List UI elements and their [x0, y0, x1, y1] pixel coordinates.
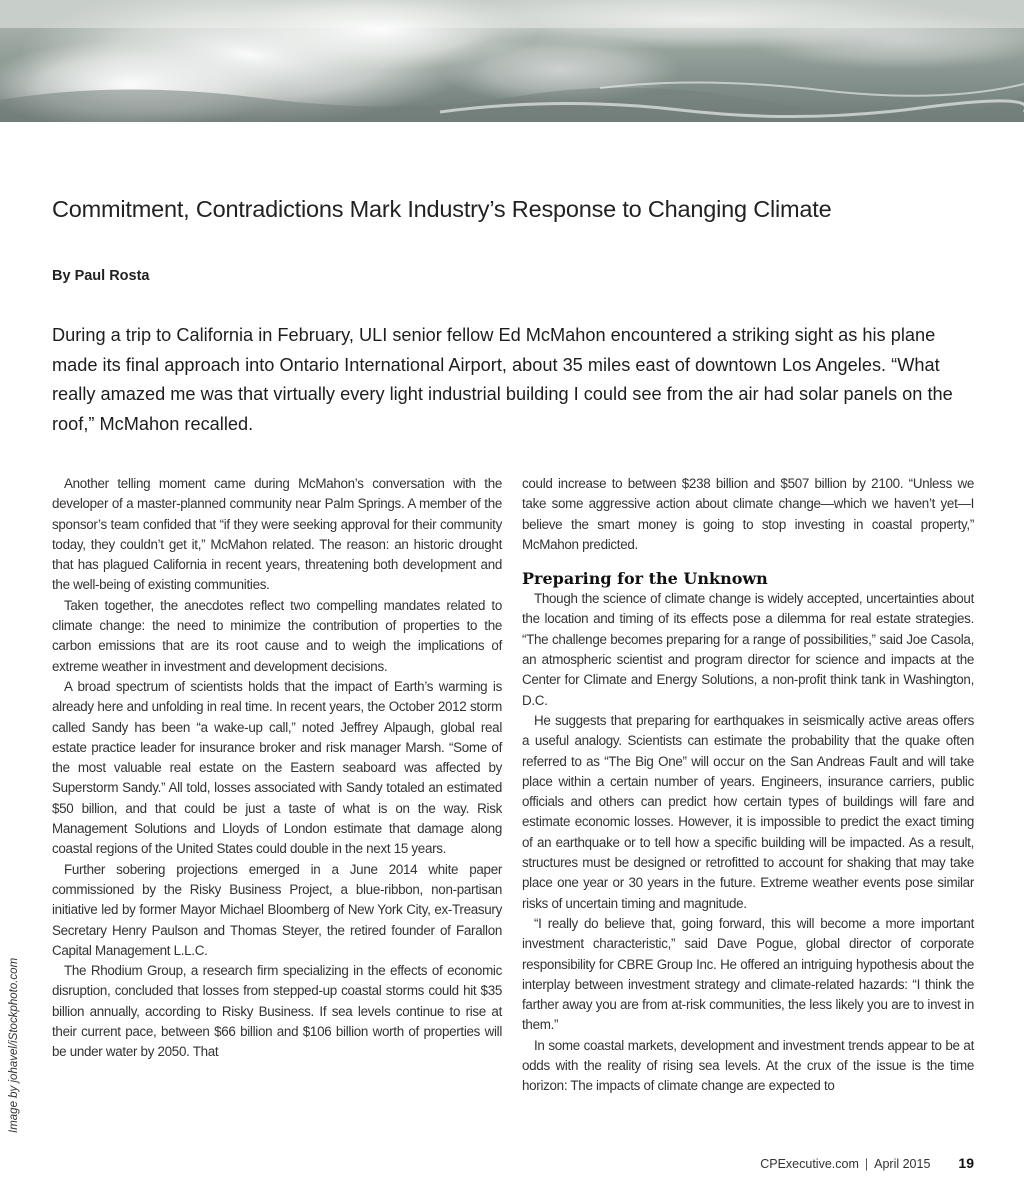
body-paragraph: Though the science of climate change is widely accepted, uncertainties about the location and timing of its effects pose a dilemma for real estate strategies. “The challenge becomes preparing for a range of possibilities,” said Joe Casola, an atmospheric scientist and program director for science and impacts at the Center for Climate and Energy Solutions, a non-profit think tank in Washington, D.C.	[522, 591, 974, 708]
body-paragraph: The Rhodium Group, a research firm specializing in the effects of economic disruption, concluded that losses from stepped-up coastal storms could hit $35 billion annually, according to Risky Business. If sea levels continue to rise at their current pace, between $66 billion and $106 billion worth of properties will be under water by 2050. That	[52, 963, 502, 1060]
footer-separator: |	[864, 1157, 869, 1171]
body-paragraph: He suggests that preparing for earthquakes in seismically active areas offers a useful analogy. Scientists can estimate the probability that the quake often referred to as “The Big One” will occur on the San Andreas Fault and will take place within a certain number of years. Engineers, insurance carriers, public officials and others can predict how certain types of buildings will fare and estimate economic losses. However, it is impossible to predict the exact timing of an earthquake or to tell how a specific building will be impacted. As a result, structures must be designed or retrofitted to account for shaking that may take place one year or 30 years in the future. Extreme weather events pose similar risks of uncertain timing and magnitude.	[522, 712, 974, 911]
article-lede: During a trip to California in February, ULI senior fellow Ed McMahon encountered a striking sight as his plane made its final approach into Ontario International Airport, about 35 miles east of downtown Los Angeles. “What really amazed me was that virtually every light industrial building I could see from the air had solar panels on the roof,” McMahon recalled.	[52, 325, 953, 434]
article-byline: By Paul Rosta	[52, 268, 150, 284]
body-paragraph: Further sobering projections emerged in a June 2014 white paper commissioned by the Risky Business Project, a blue-ribbon, non-partisan initiative led by former Mayor Michael Bloomberg of New York City, ex-Treasury Secretary Henry Paulson and Thomas Steyer, the retired founder of Farallon Capital Management L.L.C.	[52, 861, 502, 958]
right-column	[522, 474, 974, 1097]
body-paragraph: “I really do believe that, going forward, this will become a more important investment characteristic,” said Dave Pogue, global director of corporate responsibility for CBRE Group Inc. He offered an intriguing hypothesis about the interplay between investment strategy and climate-related hazards: “I think the farther away you are from at-risk communities, the less likely you are to invest in them.”	[522, 915, 974, 1033]
body-paragraph: A broad spectrum of scientists holds that the impact of Earth’s warming is already here and unfolding in real time. In recent years, the October 2012 storm called Sandy has been “a wake-up call,” noted Jeffrey Alpaugh, global real estate practice leader for insurance broker and risk manager Marsh. “Some of the most valuable real estate on the Eastern seaboard was affected by Superstorm Sandy.” All told, losses associated with Sandy totaled an estimated $50 billion, and that could be just a taste of what is on the way. Risk Management Solutions and Lloyds of London estimate that damage along coastal regions of the United States could double in the next 15 years.	[52, 678, 502, 857]
page-footer	[760, 1155, 974, 1171]
footer-issue: April 2015	[874, 1157, 931, 1171]
article-title: Commitment, Contradictions Mark Industry’s Response to Changing Climate	[52, 196, 832, 222]
header-wave-photo	[0, 0, 1024, 122]
image-credit: Image by johavel/iStockphoto.com	[8, 957, 20, 1133]
section-subhead: Preparing for the Unknown	[522, 569, 768, 589]
page-number: 19	[958, 1155, 974, 1171]
body-paragraph: Another telling moment came during McMahon’s conversation with the developer of a master-planned community near Palm Springs. A member of the sponsor’s team confided that “if they were seeking approval for their community today, they couldn’t get it,” McMahon related. The reason: an historic drought that has plagued California in recent years, threatening both development and the well-being of existing communities.	[52, 476, 502, 593]
body-paragraph: In some coastal markets, development and investment trends appear to be at odds with the reality of rising sea levels. At the crux of the issue is the time horizon: The impacts of climate change are expected to	[522, 1037, 974, 1094]
left-column	[52, 474, 502, 1063]
footer-site-link[interactable]: CPExecutive.com	[760, 1157, 859, 1171]
body-paragraph: Taken together, the anecdotes reflect two compelling mandates related to climate change: the need to minimize the contribution of properties to the carbon emissions that are its root cause and to weigh the implications of extreme weather in investment and development decisions.	[52, 597, 502, 674]
body-paragraph-continued: could increase to between $238 billion and $507 billion by 2100. “Unless we take some aggressive action about climate change—which we haven’t yet—I believe the smart money is going to stop investing in coastal property,” McMahon predicted.	[522, 476, 974, 552]
wave-photo-illustration	[0, 0, 1024, 122]
